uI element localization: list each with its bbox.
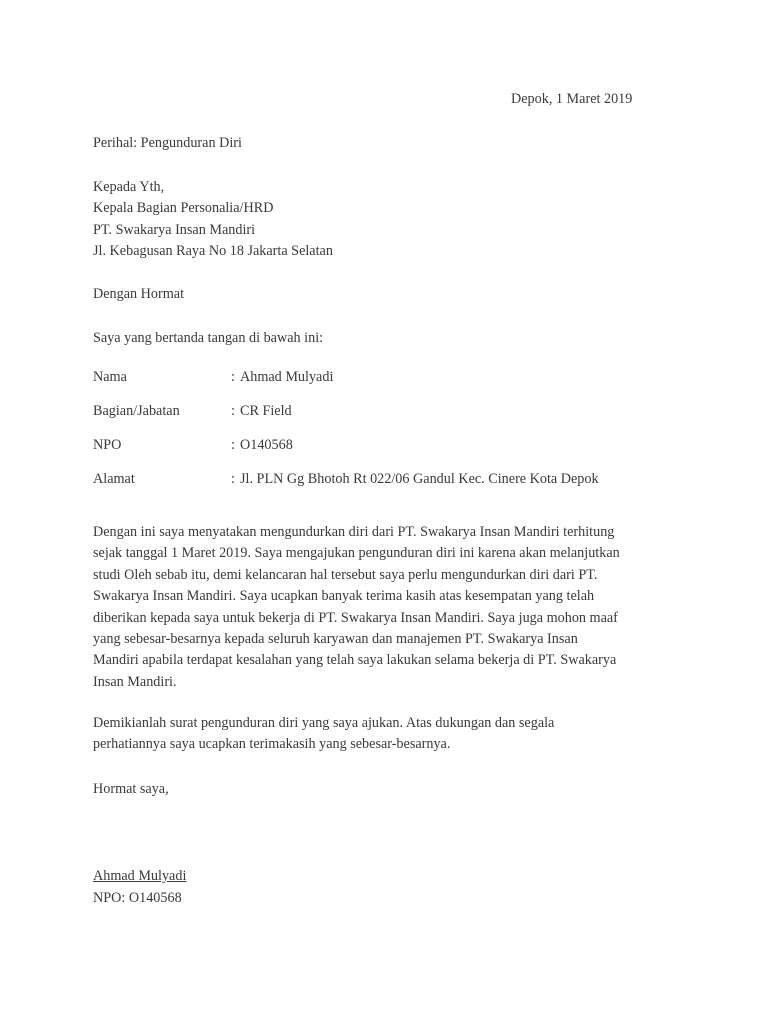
field-value: Jl. PLN Gg Bhotoh Rt 022/06 Gandul Kec. Cinere Kota Depok — [240, 471, 599, 487]
field-label: Bagian/Jabatan — [93, 403, 180, 419]
paragraph-line: Mandiri apabila terdapat kesalahan yang telah saya lakukan selama bekerja di PT. Swakarya — [93, 652, 617, 669]
field-row-npo — [93, 435, 293, 456]
recipient-block — [93, 177, 333, 263]
field-row-alamat — [93, 469, 599, 490]
field-colon: : — [231, 437, 235, 453]
paragraph-line: studi Oleh sebab itu, demi kelancaran hal tersebut saya perlu mengundurkan diri dari PT. — [93, 566, 598, 583]
field-colon: : — [231, 471, 235, 487]
signature-name: Ahmad Mulyadi — [93, 868, 187, 884]
paragraph-line: perhatiannya saya ucapkan terimakasih yang sebesar-besarnya. — [93, 736, 451, 753]
paragraph-line: sejak tanggal 1 Maret 2019. Saya mengajukan pengunduran diri ini karena akan melanjutkan — [93, 545, 620, 562]
intro-text: Saya yang bertanda tangan di bawah ini: — [93, 330, 324, 346]
field-value: CR Field — [240, 403, 292, 419]
letter-subject: Perihal: Pengunduran Diri — [93, 135, 242, 151]
paragraph-line: Swakarya Insan Mandiri. Saya ucapkan banyak terima kasih atas kesempatan yang telah — [93, 588, 595, 605]
field-colon: : — [231, 369, 235, 385]
paragraph-line: Demikianlah surat pengunduran diri yang saya ajukan. Atas dukungan dan segala — [93, 715, 555, 731]
paragraph-line: yang sebesar-besarnya kepada seluruh karyawan dan manajemen PT. Swakarya Insan — [93, 631, 578, 648]
field-value: Ahmad Mulyadi — [240, 369, 334, 385]
body-paragraph-2 — [93, 713, 683, 756]
field-colon: : — [231, 403, 235, 419]
field-value: O140568 — [240, 437, 293, 453]
paragraph-line: diberikan kepada saya untuk bekerja di PT. Swakarya Insan Mandiri. Saya juga mohon maaf — [93, 609, 618, 626]
recipient-line: Kepada Yth, — [93, 179, 165, 195]
greeting: Dengan Hormat — [93, 286, 185, 302]
recipient-line: Kepala Bagian Personalia/HRD — [93, 200, 274, 217]
paragraph-line: Dengan ini saya menyatakan mengundurkan diri dari PT. Swakarya Insan Mandiri terhitung — [93, 524, 615, 540]
signature-npo: NPO: O140568 — [93, 890, 182, 906]
field-label: Nama — [93, 369, 127, 385]
field-label: NPO — [93, 437, 122, 453]
letter-date: Depok, 1 Maret 2019 — [511, 91, 633, 107]
field-row-jabatan — [93, 401, 292, 422]
recipient-line: Jl. Kebagusan Raya No 18 Jakarta Selatan — [93, 243, 333, 260]
paragraph-line: Insan Mandiri. — [93, 673, 177, 690]
closing: Hormat saya, — [93, 781, 169, 797]
body-paragraph-1 — [93, 522, 683, 693]
field-row-nama — [93, 367, 333, 388]
field-label: Alamat — [93, 471, 135, 487]
recipient-line: PT. Swakarya Insan Mandiri — [93, 221, 256, 238]
